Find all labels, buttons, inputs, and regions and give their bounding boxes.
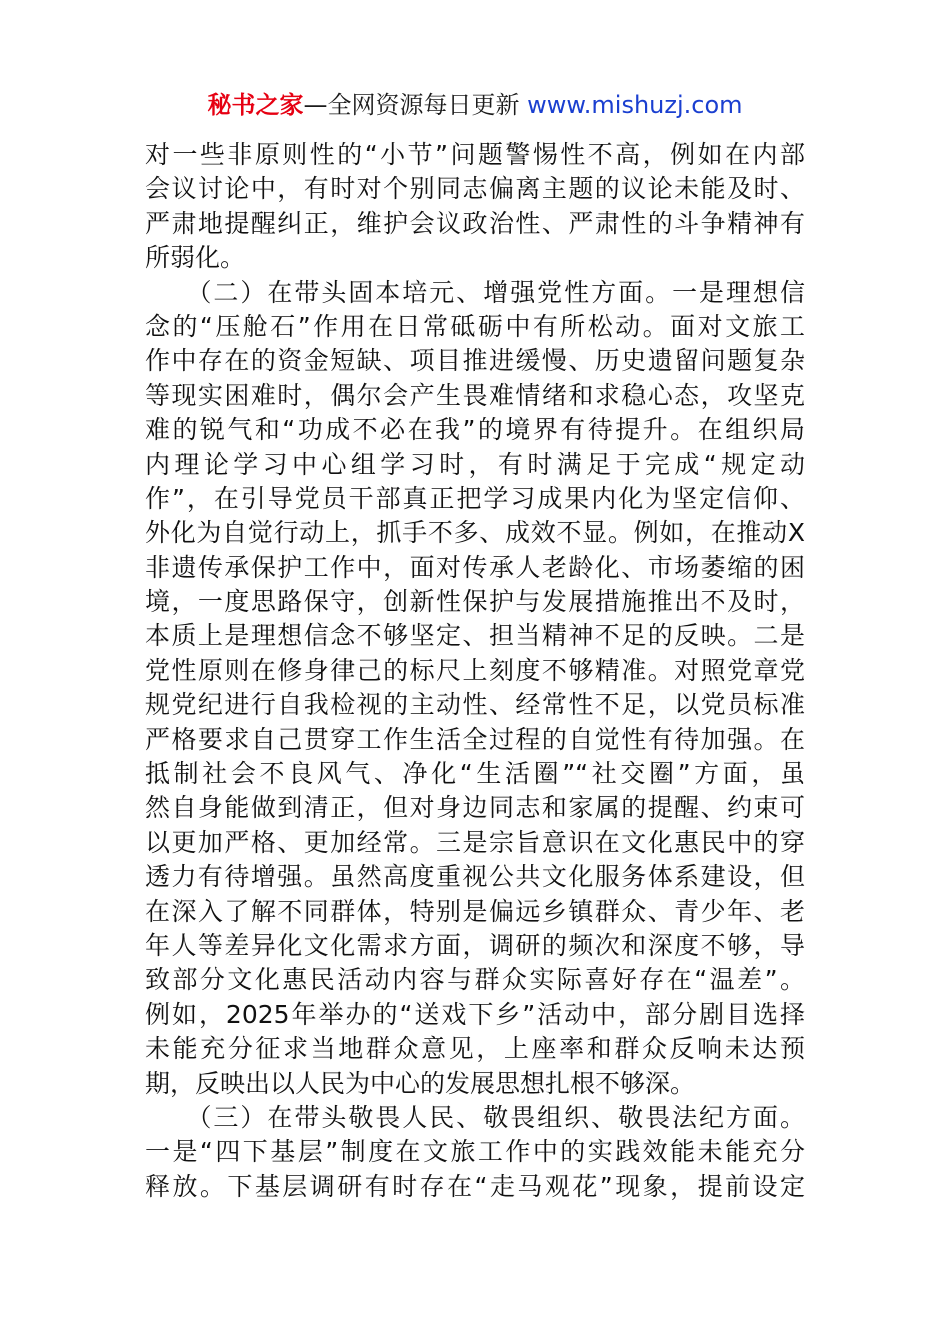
text-line: 作中存在的资金短缺、项目推进缓慢、历史遗留问题复杂	[145, 346, 805, 376]
text-line: 所弱化。	[145, 243, 246, 273]
text-line: （三）在带头敬畏人民、敬畏组织、敬畏法纪方面。	[145, 1102, 805, 1132]
text-line: 本质上是理想信念不够坚定、担当精神不足的反映。二是	[145, 621, 805, 651]
text-line: 规党纪进行自我检视的主动性、经常性不足，以党员标准	[145, 690, 805, 720]
text-line: 致部分文化惠民活动内容与群众实际喜好存在“温差”。	[145, 965, 805, 995]
website-link[interactable]: www.mishuzj.com	[527, 91, 743, 119]
text-line: 未能充分征求当地群众意见，上座率和群众反响未达预	[145, 1034, 805, 1064]
text-line: 念的“压舱石”作用在日常砥砺中有所松动。面对文旅工	[145, 311, 805, 341]
page-header	[0, 88, 950, 122]
text-line: 一是“四下基层”制度在文旅工作中的实践效能未能充分	[145, 1137, 805, 1167]
text-line: 党性原则在修身律己的标尺上刻度不够精准。对照党章党	[145, 655, 805, 685]
text-line: 在深入了解不同群体，特别是偏远乡镇群众、青少年、老	[145, 896, 805, 926]
text-line: 会议讨论中，有时对个别同志偏离主题的议论未能及时、	[145, 174, 805, 204]
text-line: 例如，2025年举办的“送戏下乡”活动中，部分剧目选择	[145, 999, 805, 1029]
text-line: 严肃地提醒纠正，维护会议政治性、严肃性的斗争精神有	[145, 208, 805, 238]
text-line: 外化为自觉行动上，抓手不多、成效不显。例如，在推动X	[145, 518, 805, 548]
text-line: 透力有待增强。虽然高度重视公共文化服务体系建设，但	[145, 862, 805, 892]
text-line: 难的锐气和“功成不必在我”的境界有待提升。在组织局	[145, 415, 805, 445]
text-line: 严格要求自己贯穿工作生活全过程的自觉性有待加强。在	[145, 724, 805, 754]
text-line: 非遗传承保护工作中，面对传承人老龄化、市场萎缩的困	[145, 552, 805, 582]
text-line: 作”，在引导党员干部真正把学习成果内化为坚定信仰、	[145, 483, 805, 513]
text-line: 以更加严格、更加经常。三是宗旨意识在文化惠民中的穿	[145, 827, 805, 857]
document-body	[145, 138, 805, 1204]
brand-name: 秘书之家	[207, 91, 304, 119]
text-line: 然自身能做到清正，但对身边同志和家属的提醒、约束可	[145, 793, 805, 823]
text-line: 释放。下基层调研有时存在“走马观花”现象，提前设定	[145, 1171, 805, 1201]
header-tagline: —全网资源每日更新	[303, 91, 520, 119]
text-line: 年人等差异化文化需求方面，调研的频次和深度不够，导	[145, 930, 805, 960]
text-line: （二）在带头固本培元、增强党性方面。一是理想信	[145, 277, 805, 307]
text-line: 期，反映出以人民为中心的发展思想扎根不够深。	[145, 1068, 696, 1098]
text-line: 内理论学习中心组学习时，有时满足于完成“规定动	[145, 449, 805, 479]
text-line: 境，一度思路保守，创新性保护与发展措施推出不及时，	[145, 587, 805, 617]
text-line: 抵制社会不良风气、净化“生活圈”“社交圈”方面，虽	[145, 759, 805, 789]
text-line: 等现实困难时，偶尔会产生畏难情绪和求稳心态，攻坚克	[145, 380, 805, 410]
text-line: 对一些非原则性的“小节”问题警惕性不高，例如在内部	[145, 140, 805, 169]
